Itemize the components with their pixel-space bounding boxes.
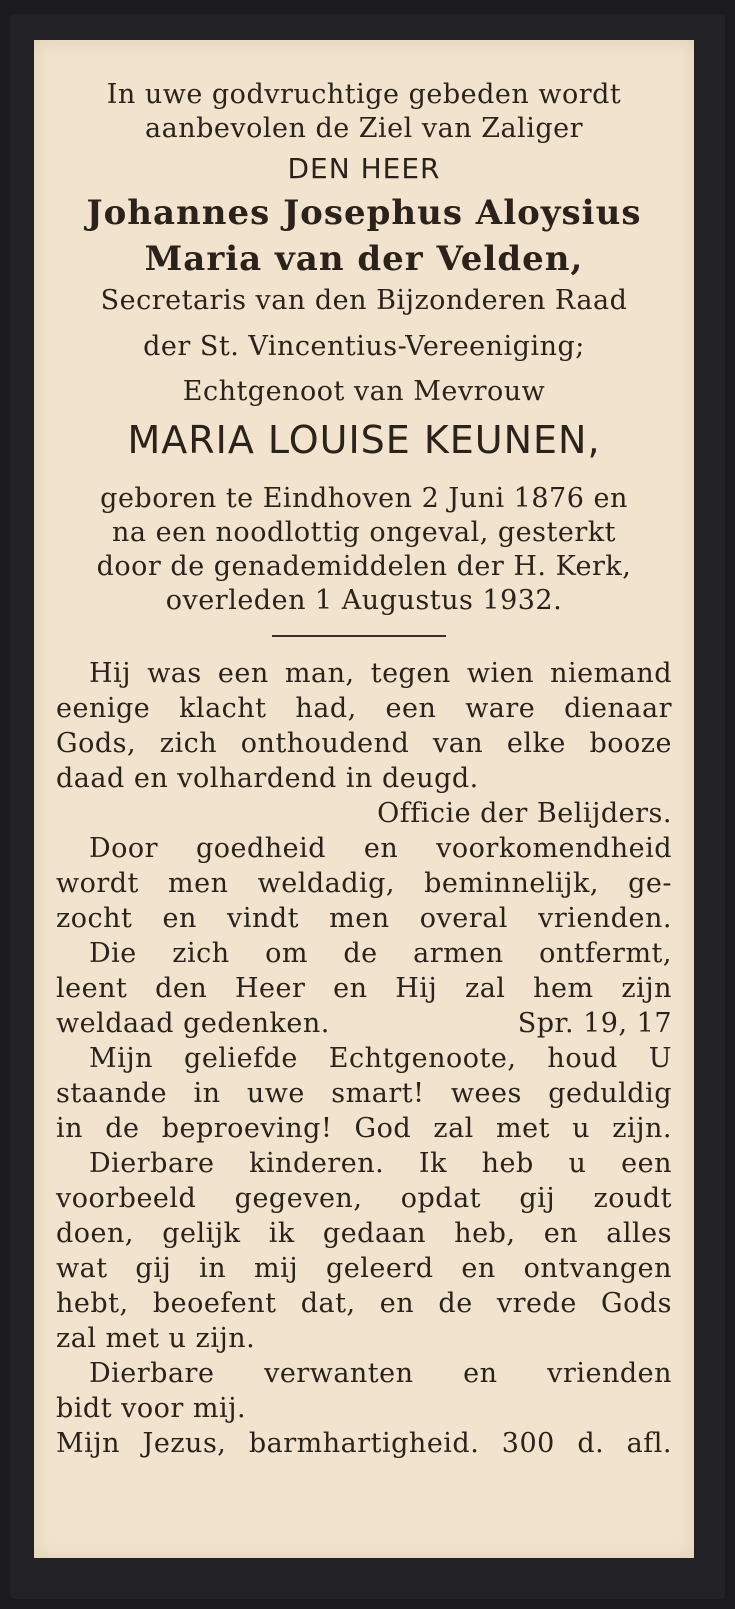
text-line: Dierbare verwanten en vrienden [89,1358,672,1389]
text-line: wordt men weldadig, beminnelijk, ge- [56,868,672,899]
spouse-name: MARIA LOUISE KEUNEN, [127,418,601,462]
life-line-3: door de genademiddelen der H. Kerk, [96,551,632,582]
name-line-1: Johannes Josephus Aloysius [86,193,642,233]
closing-prayer: Mijn Jezus, barmhartigheid. 300 d. afl. [56,1428,672,1459]
text-line: Door goedheid en voorkomendheid [89,833,672,864]
text-line: zal met u zijn. [56,1323,256,1354]
name-line-2: Maria van der Velden, [144,239,584,279]
text-line: staande in uwe smart! wees geduldig [56,1078,672,1109]
memorial-card [34,40,694,1558]
text-line: wat gij in mij geleerd en ontvangen [56,1253,672,1284]
text-line: Die zich om de armen ontfermt, [89,938,672,969]
spouse-intro: Echtgenoot van Mevrouw [182,376,546,407]
life-line-2: na een noodlottig ongeval, gesterkt [112,517,616,548]
text-line: doen, gelijk ik gedaan heb, en alles [56,1218,672,1249]
text-line: in de beproeving! God zal met u zijn. [56,1113,672,1144]
life-line-4: overleden 1 Augustus 1932. [165,585,563,616]
text-line: weldaad gedenken. [56,1008,330,1039]
text-line: Hij was een man, tegen wien niemand [89,658,672,689]
text-line: zocht en vindt men overal vrienden. [56,903,672,934]
text-line: voorbeeld gegeven, opdat gij zoudt [56,1183,672,1214]
text-line: hebt, beoefent dat, en de vrede Gods [56,1288,672,1319]
text-line: Dierbare kinderen. Ik heb u een [89,1148,672,1179]
title: DEN HEER [287,152,441,185]
scripture-reference: Spr. 19, 17 [517,1008,672,1039]
role-line-1: Secretaris van den Bijzonderen Raad [100,285,628,316]
intro-line-2: aanbevolen de Ziel van Zaliger [145,113,583,144]
intro-line-1: In uwe godvruchtige gebeden wordt [106,79,622,110]
text-line: Gods, zich onthoudend van elke booze [56,728,672,759]
text-line: Officie der Belijders. [377,798,672,829]
text-line: leent den Heer en Hij zal hem zijn [56,973,672,1004]
text-line: eenige klacht had, een ware dienaar [56,693,672,724]
divider-rule [272,635,446,637]
text-line: bidt voor mij. [56,1393,247,1424]
text-line: Mijn geliefde Echtgenoote, houd U [89,1043,672,1074]
text-line: daad en volhardend in deugd. [56,763,479,794]
life-line-1: geboren te Eindhoven 2 Juni 1876 en [100,483,628,514]
role-line-2: der St. Vincentius-Vereeniging; [143,331,585,362]
